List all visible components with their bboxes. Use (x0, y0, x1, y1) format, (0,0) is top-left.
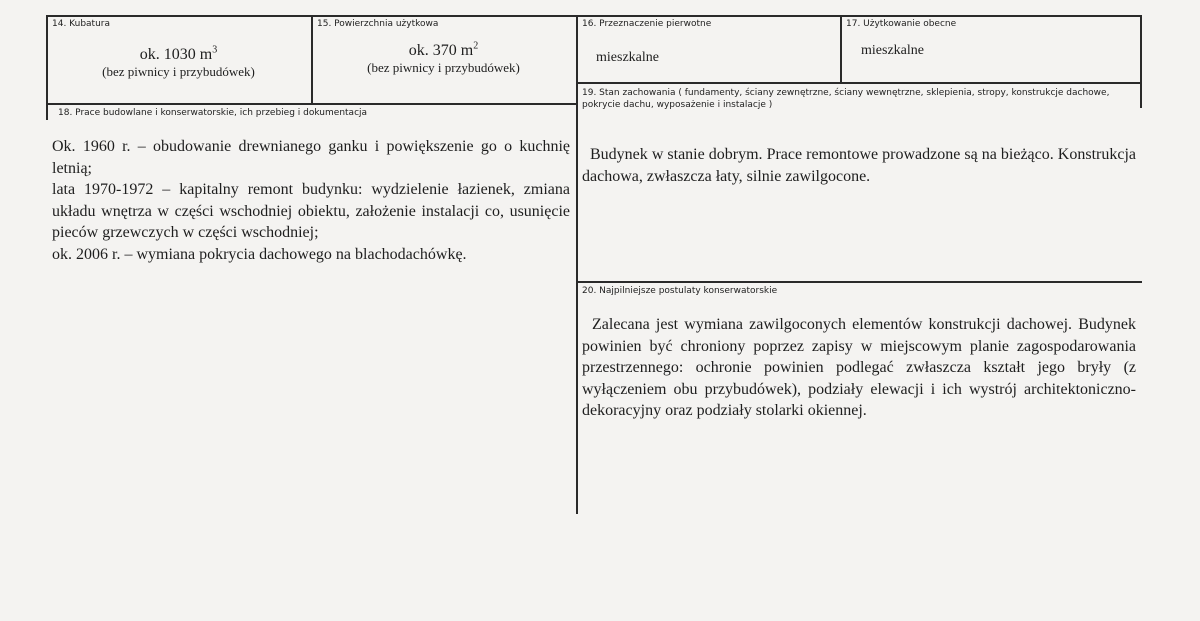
section-20-divider (577, 281, 1142, 283)
field-15-label: 15. Powierzchnia użytkowa (317, 19, 439, 29)
area-value: ok. 370 m (408, 42, 474, 59)
field-17-value: mieszkalne (861, 43, 924, 58)
field-17-label: 17. Użytkowanie obecne (846, 19, 957, 29)
field-16-value: mieszkalne (596, 50, 659, 65)
right-border (1140, 15, 1142, 108)
cubature-exponent: 3 (212, 44, 218, 56)
center-divider (576, 15, 578, 514)
work-entry-1960: Ok. 1960 r. – obudowanie drewnianego ganku i powiększenie go o kuchnię letnią; (52, 138, 570, 177)
field-14-label: 14. Kubatura (52, 19, 111, 29)
field-18-label: 18. Prace budowlane i konserwatorskie, ich przebieg i dokumentacja (58, 108, 368, 118)
field-14-value (46, 46, 311, 80)
field-15-value (311, 42, 576, 76)
area-exponent: 2 (473, 40, 479, 52)
work-entry-2006: ok. 2006 r. – wymiana pokrycia dachowego na blachodachówkę. (52, 245, 467, 263)
cubature-note: (bez piwnicy i przybudówek) (102, 64, 255, 79)
work-entry-1970-1972: lata 1970-1972 – kapitalny remont budynku: wydzielenie łazienek, zmiana układu wnętrza w części wschodniej obiektu, założenie instalacji co, usunięcie pieców grzewczych w części wschodniej; (52, 181, 570, 241)
field-19-label: 19. Stan zachowania ( fundamenty, ściany zewnętrzne, ściany wewnętrzne, sklepienia, stropy, konstrukcje dachowe, pokrycie dachu, wyposażenie i instalacje ) (582, 88, 1110, 110)
field-20-label: 20. Najpilniejsze postulaty konserwatorskie (582, 286, 778, 296)
area-note: (bez piwnicy i przybudówek) (367, 60, 520, 75)
row-divider-right (577, 82, 1142, 84)
field-20-text: Zalecana jest wymiana zawilgoconych elementów konstrukcji dachowej. Budynek powinien być chroniony poprzez zapisy w miejscowym planie zagospodarowania przestrzennego: ochronie powinien podlegać zwłaszcza kształt jego bryły (z wyłączeniem obu przybudówek), podziały elewacji i ich wystrój architektoniczno-dekoracyjny oraz podziały stolarki okiennej. (582, 316, 1136, 419)
field-19-text: Budynek w stanie dobrym. Prace remontowe prowadzone są na bieżąco. Konstrukcja dachowa, zwłaszcza łaty, silnie zawilgocone. (582, 146, 1136, 185)
field-18-text (52, 136, 570, 265)
field-16-label: 16. Przeznaczenie pierwotne (582, 19, 712, 29)
top-border (46, 15, 1142, 17)
cubature-value: ok. 1030 m (139, 46, 213, 63)
divider-16-17 (840, 15, 842, 83)
